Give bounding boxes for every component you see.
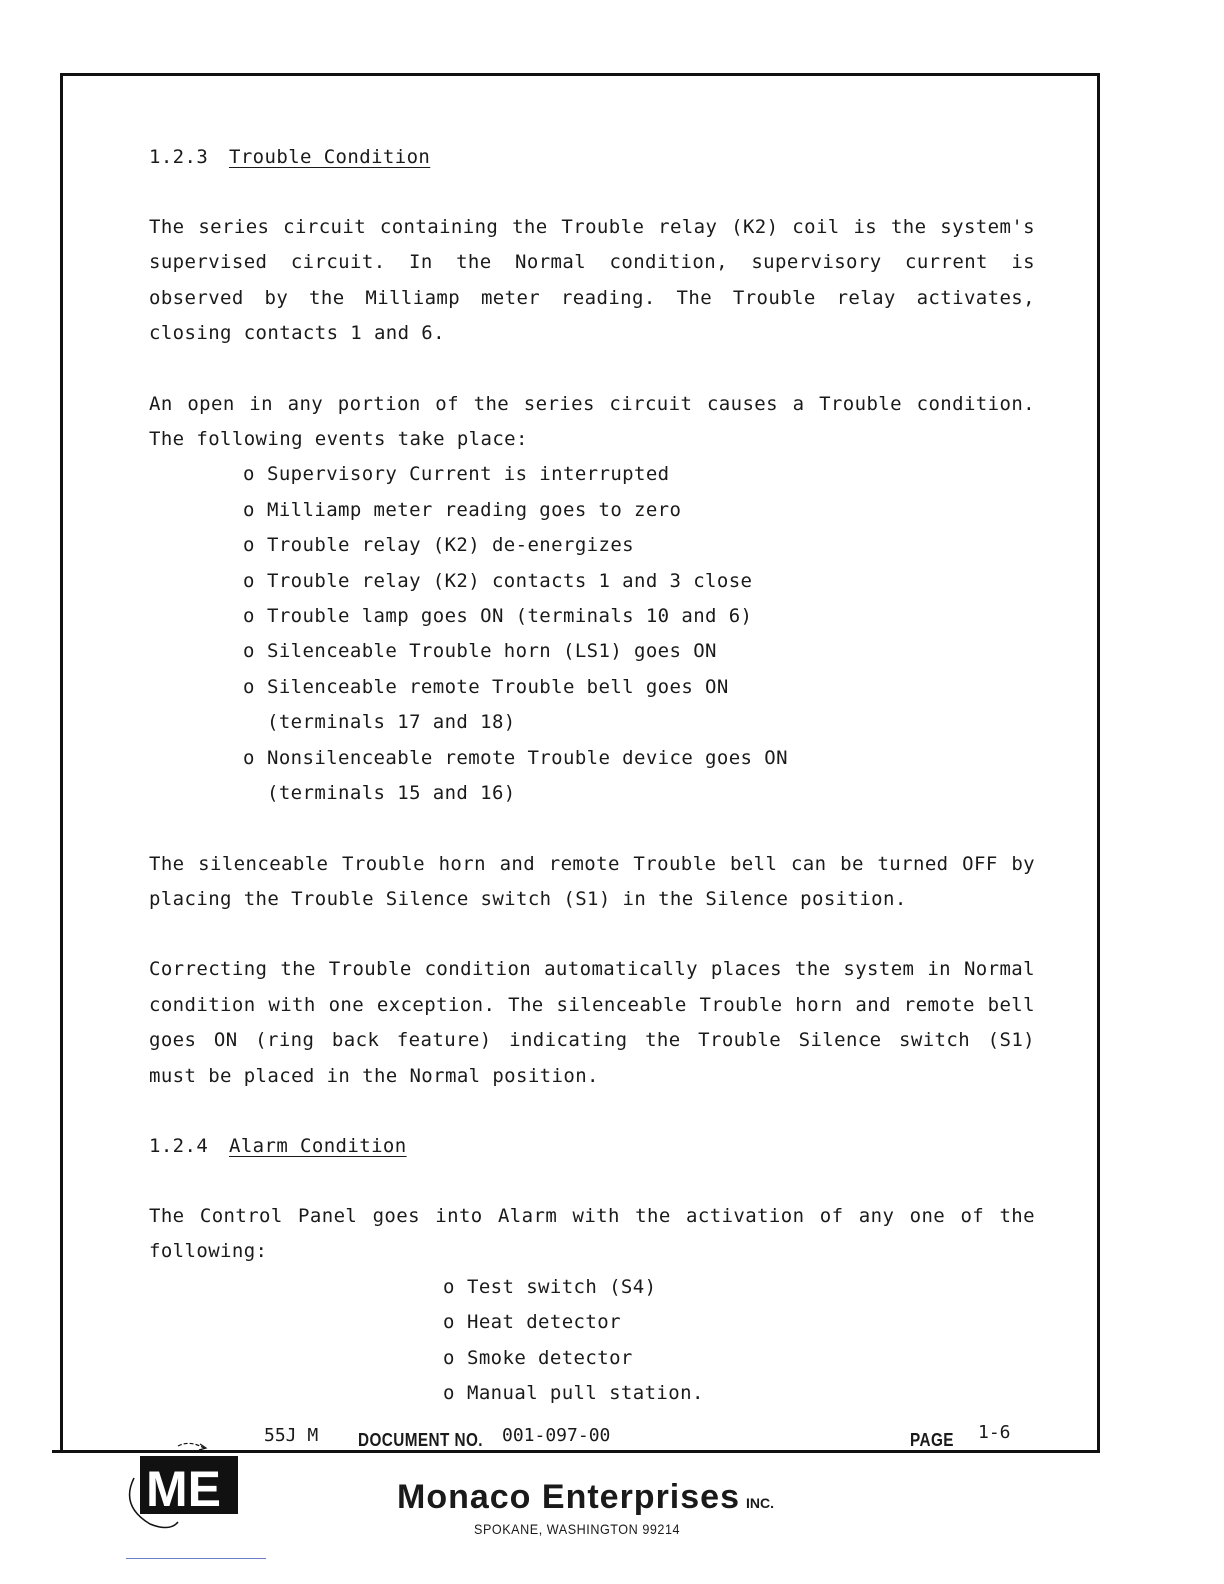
paragraph-alarm: The Control Panel goes into Alarm with the activation of any one of the following: (149, 1204, 1035, 1263)
page-number: 1-6 (978, 1422, 1011, 1443)
paragraph-correcting: Correcting the Trouble condition automatically places the system in Normal condition with one exception. The silenceable Trouble horn and remote bell goes ON (ring back feature) indicating the Trouble Silence switch (S1) must be placed in the Normal position. (149, 958, 1035, 1087)
section-title: Trouble Condition (229, 146, 431, 168)
section-heading-1-2-3 (149, 140, 1035, 175)
list-item: o Nonsilenceable remote Trouble device goes ON (terminals 15 and 16) (243, 746, 788, 805)
list-item: o Heat detector (443, 1311, 621, 1334)
list-item: o Smoke detector (443, 1346, 633, 1369)
section-heading-1-2-4 (149, 1129, 1035, 1164)
list-item: o Test switch (S4) (443, 1275, 657, 1298)
section-number: 1.2.4 (149, 1134, 209, 1157)
paragraph-silence: The silenceable Trouble horn and remote Trouble bell can be turned OFF by placing the Trouble Silence switch (S1) in the Silence position. (149, 852, 1035, 910)
paragraph-open-circuit: An open in any portion of the series circuit causes a Trouble condition. The following events take place: (149, 392, 1035, 451)
document-number-label: DOCUMENT NO. (358, 1430, 483, 1450)
company-name: Monaco Enterprises INC. (397, 1478, 774, 1516)
model-number: 55J M (264, 1425, 319, 1446)
document-number: 001-097-00 (502, 1425, 611, 1446)
paragraph-supervised-circuit: The series circuit containing the Trouble relay (K2) coil is the system's supervised circuit. In the Normal condition, supervisory current is observed by the Milliamp meter reading. The Trouble relay activates, closing contacts 1 and 6. (149, 216, 1035, 345)
list-item: o Supervisory Current is interrupted (243, 463, 670, 486)
list-item: o Trouble relay (K2) contacts 1 and 3 close (243, 569, 753, 592)
svg-text:ME: ME (146, 1461, 221, 1517)
list-item: o Trouble relay (K2) de-energizes (243, 534, 635, 557)
section-number: 1.2.3 (149, 146, 209, 168)
document-body (149, 140, 1035, 1411)
alarm-triggers-list (149, 1270, 1035, 1412)
list-item: o Silenceable Trouble horn (LS1) goes ON (243, 640, 717, 663)
company-logo (120, 1436, 250, 1536)
section-title: Alarm Condition (229, 1134, 407, 1157)
company-address: SPOKANE, WASHINGTON 99214 (474, 1521, 681, 1537)
trouble-events-list (149, 457, 1035, 811)
list-item: o Manual pull station. (443, 1381, 704, 1404)
list-item: o Silenceable remote Trouble bell goes ON (terminals 17 and 18) (243, 675, 729, 734)
page-label: PAGE (910, 1430, 954, 1450)
list-item: o Milliamp meter reading goes to zero (243, 498, 682, 521)
blue-rule (126, 1558, 266, 1559)
list-item: o Trouble lamp goes ON (terminals 10 and 6) (243, 605, 753, 628)
